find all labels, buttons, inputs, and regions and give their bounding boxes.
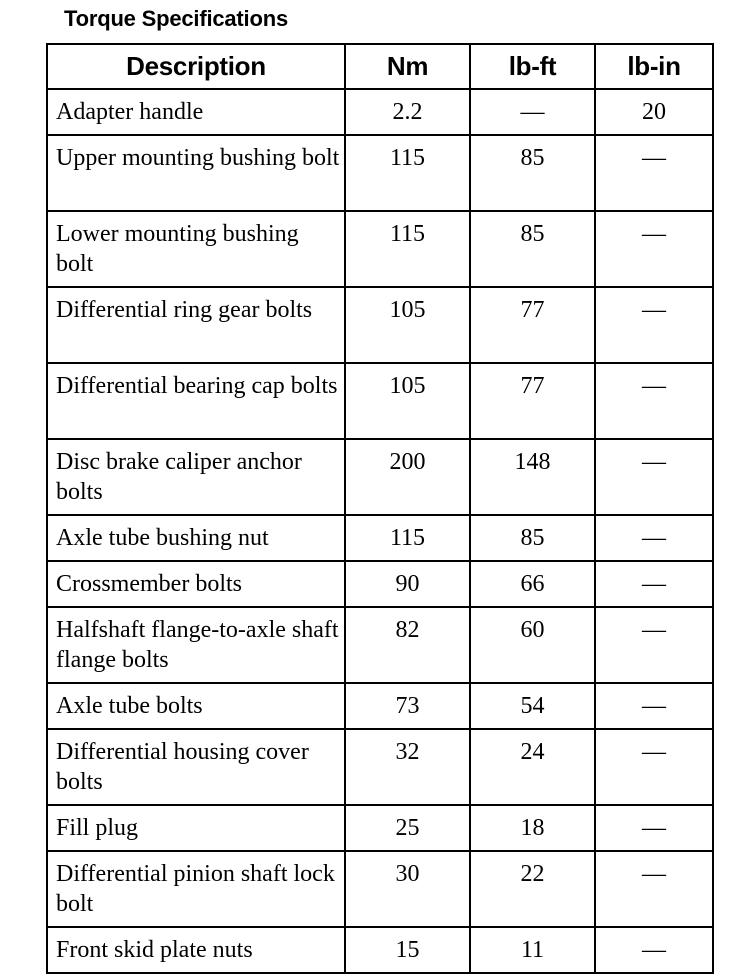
cell-description: Differential pinion shaft lock bolt: [47, 851, 345, 927]
cell-lbin: —: [595, 135, 713, 211]
cell-lbin: —: [595, 287, 713, 363]
cell-lbft: 60: [470, 607, 595, 683]
cell-lbft: 85: [470, 135, 595, 211]
table-row: [47, 805, 713, 851]
cell-lbft: —: [470, 89, 595, 135]
cell-lbft: 11: [470, 927, 595, 973]
header-lbin: lb-in: [595, 44, 713, 89]
cell-nm: 105: [345, 287, 470, 363]
cell-description: Fill plug: [47, 805, 345, 851]
table-row: [47, 135, 713, 211]
table-header-row: [47, 44, 713, 89]
cell-lbin: —: [595, 851, 713, 927]
table-row: [47, 515, 713, 561]
header-lbft: lb-ft: [470, 44, 595, 89]
table-row: [47, 683, 713, 729]
table-row: [47, 851, 713, 927]
cell-nm: 115: [345, 135, 470, 211]
cell-lbin: —: [595, 363, 713, 439]
cell-lbin: —: [595, 211, 713, 287]
table-row: [47, 561, 713, 607]
cell-description: Adapter handle: [47, 89, 345, 135]
cell-description: Upper mounting bushing bolt: [47, 135, 345, 211]
cell-lbin: —: [595, 439, 713, 515]
cell-nm: 15: [345, 927, 470, 973]
cell-description: Differential ring gear bolts: [47, 287, 345, 363]
table-row: [47, 607, 713, 683]
cell-lbin: —: [595, 729, 713, 805]
cell-nm: 90: [345, 561, 470, 607]
cell-nm: 115: [345, 211, 470, 287]
cell-description: Differential housing cover bolts: [47, 729, 345, 805]
cell-lbft: 54: [470, 683, 595, 729]
cell-nm: 30: [345, 851, 470, 927]
cell-lbin: —: [595, 607, 713, 683]
cell-description: Disc brake caliper anchor bolts: [47, 439, 345, 515]
cell-description: Halfshaft flange-to-axle shaft flange bolts: [47, 607, 345, 683]
cell-lbin: —: [595, 927, 713, 973]
cell-nm: 2.2: [345, 89, 470, 135]
header-description: Description: [47, 44, 345, 89]
cell-lbft: 77: [470, 287, 595, 363]
cell-lbft: 85: [470, 515, 595, 561]
cell-nm: 115: [345, 515, 470, 561]
cell-nm: 25: [345, 805, 470, 851]
cell-description: Axle tube bushing nut: [47, 515, 345, 561]
cell-description: Lower mounting bushing bolt: [47, 211, 345, 287]
cell-nm: 200: [345, 439, 470, 515]
table-row: [47, 363, 713, 439]
cell-description: Differential bearing cap bolts: [47, 363, 345, 439]
cell-lbft: 77: [470, 363, 595, 439]
torque-spec-table: [46, 43, 714, 974]
table-row: [47, 729, 713, 805]
cell-nm: 105: [345, 363, 470, 439]
table-row: [47, 439, 713, 515]
table-row: [47, 211, 713, 287]
cell-description: Crossmember bolts: [47, 561, 345, 607]
cell-lbin: —: [595, 561, 713, 607]
cell-lbft: 66: [470, 561, 595, 607]
table-row: [47, 89, 713, 135]
cell-lbin: —: [595, 515, 713, 561]
cell-lbft: 18: [470, 805, 595, 851]
page-title: Torque Specifications: [64, 6, 288, 31]
cell-description: Axle tube bolts: [47, 683, 345, 729]
header-nm: Nm: [345, 44, 470, 89]
cell-description: Front skid plate nuts: [47, 927, 345, 973]
table-row: [47, 927, 713, 973]
cell-nm: 32: [345, 729, 470, 805]
cell-nm: 73: [345, 683, 470, 729]
cell-lbin: 20: [595, 89, 713, 135]
table-row: [47, 287, 713, 363]
cell-lbft: 148: [470, 439, 595, 515]
cell-lbft: 22: [470, 851, 595, 927]
cell-nm: 82: [345, 607, 470, 683]
cell-lbft: 24: [470, 729, 595, 805]
cell-lbin: —: [595, 805, 713, 851]
cell-lbft: 85: [470, 211, 595, 287]
cell-lbin: —: [595, 683, 713, 729]
